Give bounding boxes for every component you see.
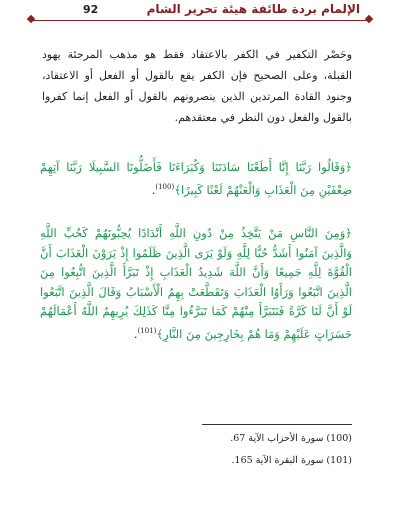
verse-trail: . <box>151 182 156 197</box>
verse-text: ﴿وَقَالُوا رَبَّنَا إِنَّا أَطَعْنَا سَادَتَنَا وَكُبَرَاءَنَا فَأَضَلُّونَا السَّبِيلَا رَبَّنَا آتِهِمْ ضِعْفَيْنِ مِنَ الْعَذَابِ وَالْعَنْهُمْ لَعْنًا كَبِيرًا﴾ <box>40 160 352 197</box>
body-paragraph: وحَصْر التكفير في الكفر بالاعتقاد فقط هو مذهب المرجئة يهود القبلة، وعلى الصحيح فإن الكفر يقع بالقول أو الفعل أو الاعتقاد، وجنود القادة المرتدين الذين ينصرونهم بالقول أو الفعل إنما كفروا بالقول والفعل دون النظر في معتقدهم. <box>42 48 352 124</box>
footnote-rule <box>202 424 352 425</box>
footnote-ref: (100) <box>155 183 175 191</box>
page-number: 92 <box>83 3 99 16</box>
footnote: (100) سورة الأحزاب الآية 67. <box>230 433 352 444</box>
header-rule <box>30 20 370 21</box>
verse-text: ﴿وَمِنَ النَّاسِ مَنْ يَتَّخِذُ مِنْ دُونِ اللَّهِ أَنْدَادًا يُحِبُّونَهُمْ كَحُبِّ اللَّهِ وَالَّذِينَ آمَنُوا أَشَدُّ حُبًّا لِلَّهِ وَلَوْ يَرَى الَّذِينَ ظَلَمُوا إِذْ يَرَوْنَ الْعَذَابَ أَنَّ الْقُوَّةَ لِلَّهِ جَمِيعًا وَأَنَّ اللَّهَ شَدِيدُ الْعَذَابِ إِذْ تَبَرَّأَ الَّذِينَ اتُّبِعُوا مِنَ الَّذِينَ اتَّبَعُوا وَرَأَوُا الْعَذَابَ وَتَقَطَّعَتْ بِهِمُ الْأَسْبَابُ وَقَالَ الَّذِينَ اتَّبَعُوا لَوْ أَنَّ لَنَا كَرَّةً فَنَتَبَرَّأَ مِنْهُمْ كَمَا تَبَرَّءُوا مِنَّا كَذَلِكَ يُرِيهِمُ اللَّهُ أَعْمَالَهُمْ حَسَرَاتٍ عَلَيْهِمْ وَمَا هُمْ بِخَارِجِينَ مِنَ النَّارِ﴾ <box>40 226 352 341</box>
footnote-ref: (101) <box>137 326 157 335</box>
running-title: الإلمام بردة طائفة هيئة تحرير الشام <box>146 2 360 16</box>
diamond-ornament-icon <box>365 15 373 23</box>
page-header <box>0 0 400 24</box>
quran-verse-1 <box>40 157 352 200</box>
verse-trail: . <box>133 326 138 341</box>
footnote: (101) سورة البقرة الآية 165. <box>231 455 352 466</box>
quran-verse-2 <box>40 224 352 344</box>
diamond-ornament-icon <box>27 15 35 23</box>
